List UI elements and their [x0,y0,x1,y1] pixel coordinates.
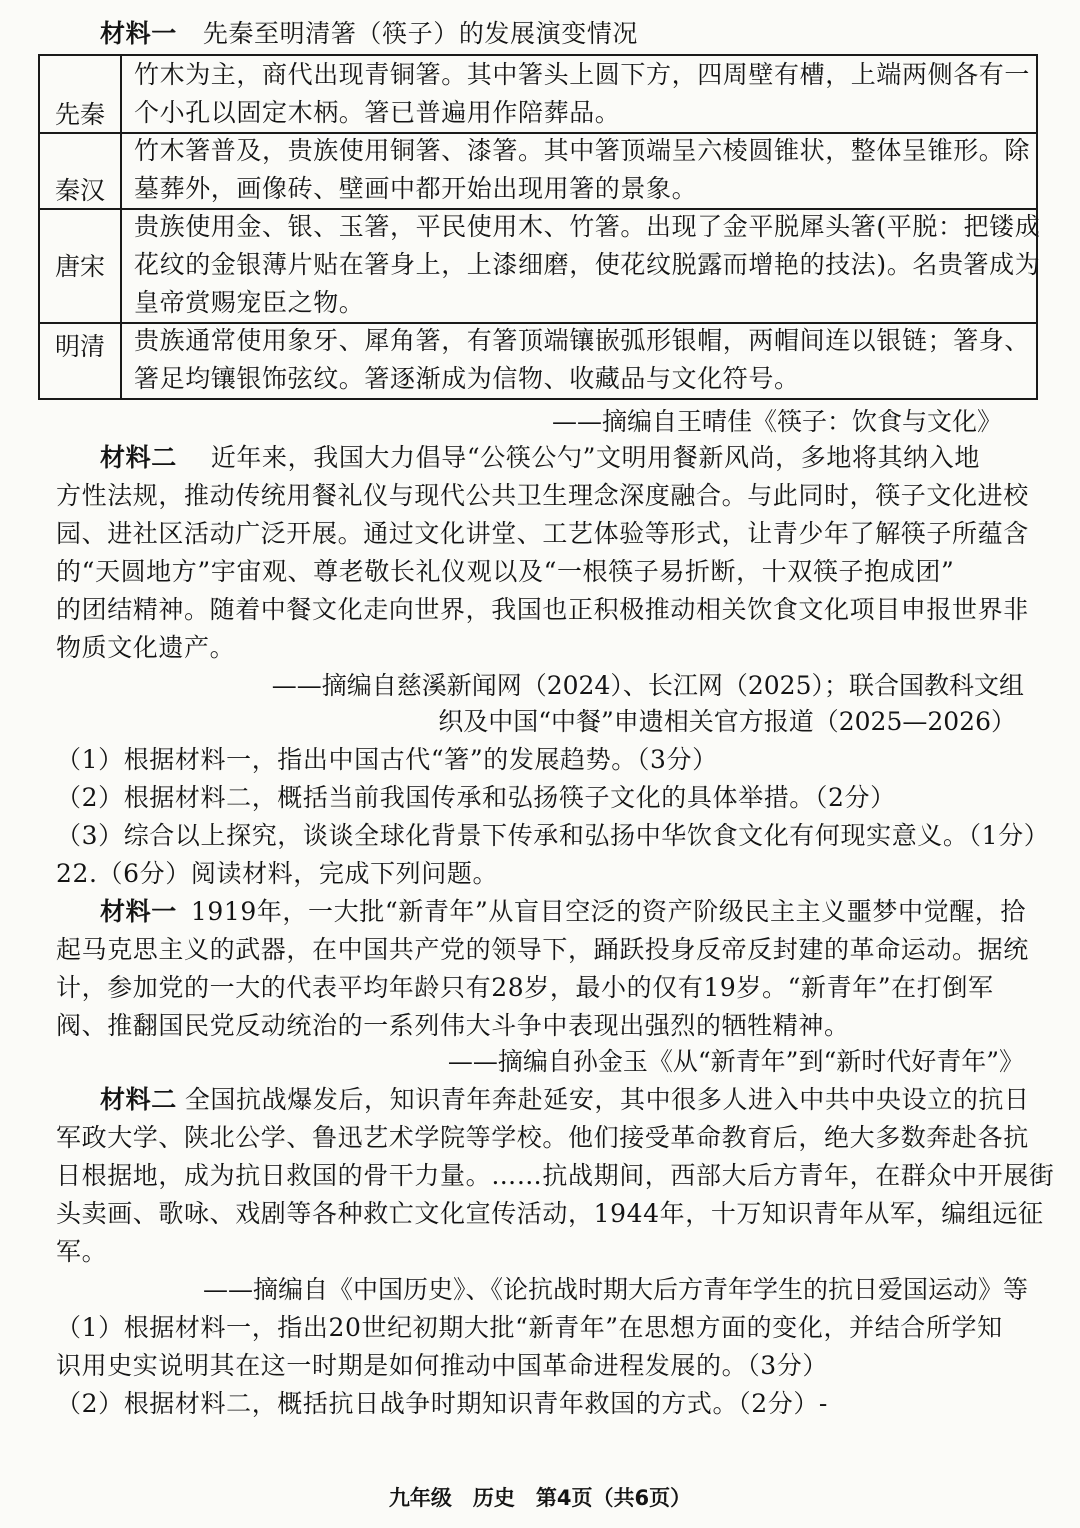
question-line: （1）根据材料一，指出20世纪初期大批“新青年”在思想方面的变化，并结合所学知 [56,1313,1003,1342]
paragraph-line: 头卖画、歌咏、戏剧等各种救亡文化宣传活动，1944年，十万知识青年从军，编组远征 [56,1199,1044,1228]
question-header: 22.（6分）阅读材料，完成下列问题。 [56,859,499,888]
paragraph-line: 的团结精神。随着中餐文化走向世界，我国也正积极推动相关饮食文化项目申报世界非 [56,595,1029,624]
question-line: （2）根据材料二，概括抗日战争时期知识青年救国的方式。（2分）- [56,1389,828,1418]
page-footer: 九年级 历史 第4页（共6页） [388,1486,692,1510]
source-citation: ——摘编自孙金玉《从“新青年”到“新时代好青年”》 [447,1047,1024,1076]
table-row-period: 明清 [54,332,105,361]
paragraph-line: 军政大学、陕北公学、鲁迅艺术学院等学校。他们接受革命教育后，绝大多数奔赴各抗 [56,1123,1029,1152]
paragraph-line: 起马克思主义的武器，在中国共产党的领导下，踊跃投身反帝反封建的革命运动。据统 [56,935,1029,964]
table-cell-line: 竹木箸普及，贵族使用铜箸、漆箸。其中箸顶端呈六棱圆锥状，整体呈锥形。除 [134,136,1031,165]
paragraph-line: 计，参加党的一大的代表平均年龄只有28岁，最小的仅有19岁。“新青年”在打倒军 [56,973,994,1002]
question-line: （1）根据材料一，指出中国古代“箸”的发展趋势。（3分） [56,745,718,774]
table-cell-line: 贵族使用金、银、玉箸，平民使用木、竹箸。出现了金平脱犀头箸(平脱：把镂成 [134,212,1041,241]
table-cell-line: 贵族通常使用象牙、犀角箸，有箸顶端镶嵌弧形银帽，两帽间连以银链；箸身、 [134,326,1031,355]
paragraph-line: 的“天圆地方”宇宙观、尊老敬长礼仪观以及“一根筷子易折断，十双筷子抱成团” [56,557,955,586]
material2-first-line [100,440,980,476]
material-label: 材料二 [100,1085,177,1114]
table-row-period: 秦汉 [54,176,105,205]
source-citation: ——摘编自慈溪新闻网（2024）、长江网（2025）；联合国教科文组 [271,671,1024,700]
paragraph-line: 方性法规，推动传统用餐礼仪与现代公共卫生理念深度融合。与此同时，筷子文化进校 [56,481,1029,510]
chopsticks-history-table [38,54,1041,400]
source-citation: ——摘编自《中国历史》、《论抗战时期大后方青年学生的抗日爱国运动》等 [202,1275,1028,1304]
paragraph-line: 全国抗战爆发后，知识青年奔赴延安，其中很多人进入中共中央设立的抗日 [184,1085,1030,1114]
paragraph-line: 近年来，我国大力倡导“公筷公勺”文明用餐新风尚，多地将其纳入地 [210,443,980,472]
q22-material1-first-line [100,894,1026,930]
material-label: 材料一 [100,897,177,926]
q22-material2-first-line [100,1082,1030,1118]
paragraph-line: 日根据地，成为抗日救国的骨干力量。……抗战期间，西部大后方青年，在群众中开展街 [56,1161,1055,1190]
table-cell-line: 墓葬外，画像砖、壁画中都开始出现用箸的景象。 [134,174,698,203]
question-line: 识用史实说明其在这一时期是如何推动中国革命进程发展的。（3分） [56,1351,829,1380]
table-column-divider [120,56,122,398]
paragraph-line: 园、进社区活动广泛开展。通过文化讲堂、工艺体验等形式，让青少年了解筷子所蕴含 [56,519,1029,548]
table-row-content [134,56,1030,132]
table-cell-line: 竹木为主，商代出现青铜箸。其中箸头上圆下方，四周壁有槽，上端两侧各有一 [134,60,1031,89]
paragraph-line: 阀、推翻国民党反动统治的一系列伟大斗争中表现出强烈的牺牲精神。 [56,1011,850,1040]
material-label: 材料二 [100,443,177,472]
paragraph-line: 1919年，一大批“新青年”从盲目空泛的资产阶级民主主义噩梦中觉醒，拾 [190,897,1026,926]
table-row-period: 唐宋 [54,252,105,281]
material-label: 材料一 [100,19,177,48]
table-row-content [134,208,1041,322]
source-citation: 织及中国“中餐”申遗相关官方报道（2025—2026） [438,707,1016,736]
table-row-period: 先秦 [54,100,105,129]
material-title-text: 先秦至明清箸（筷子）的发展演变情况 [202,19,639,48]
table-row-content [134,322,1030,398]
paragraph-line: 军。 [56,1237,108,1266]
question-line: （3）综合以上探究，谈谈全球化背景下传承和弘扬中华饮食文化有何现实意义。（1分） [56,821,1050,850]
table-cell-line: 花纹的金银薄片贴在箸身上，上漆细磨，使花纹脱露而增艳的技法)。名贵箸成为 [134,250,1041,279]
material1-title [100,16,638,52]
table-cell-line: 个小孔以固定木柄。箸已普遍用作陪葬品。 [134,98,621,127]
source-citation: ——摘编自王晴佳《筷子：饮食与文化》 [551,407,1002,436]
paragraph-line: 物质文化遗产。 [56,633,236,662]
table-row-content [134,132,1030,208]
table-cell-line: 箸足均镶银饰弦纹。箸逐渐成为信物、收藏品与文化符号。 [134,364,800,393]
question-line: （2）根据材料二，概括当前我国传承和弘扬筷子文化的具体举措。（2分） [56,783,896,812]
table-cell-line: 皇帝赏赐宠臣之物。 [134,288,365,317]
